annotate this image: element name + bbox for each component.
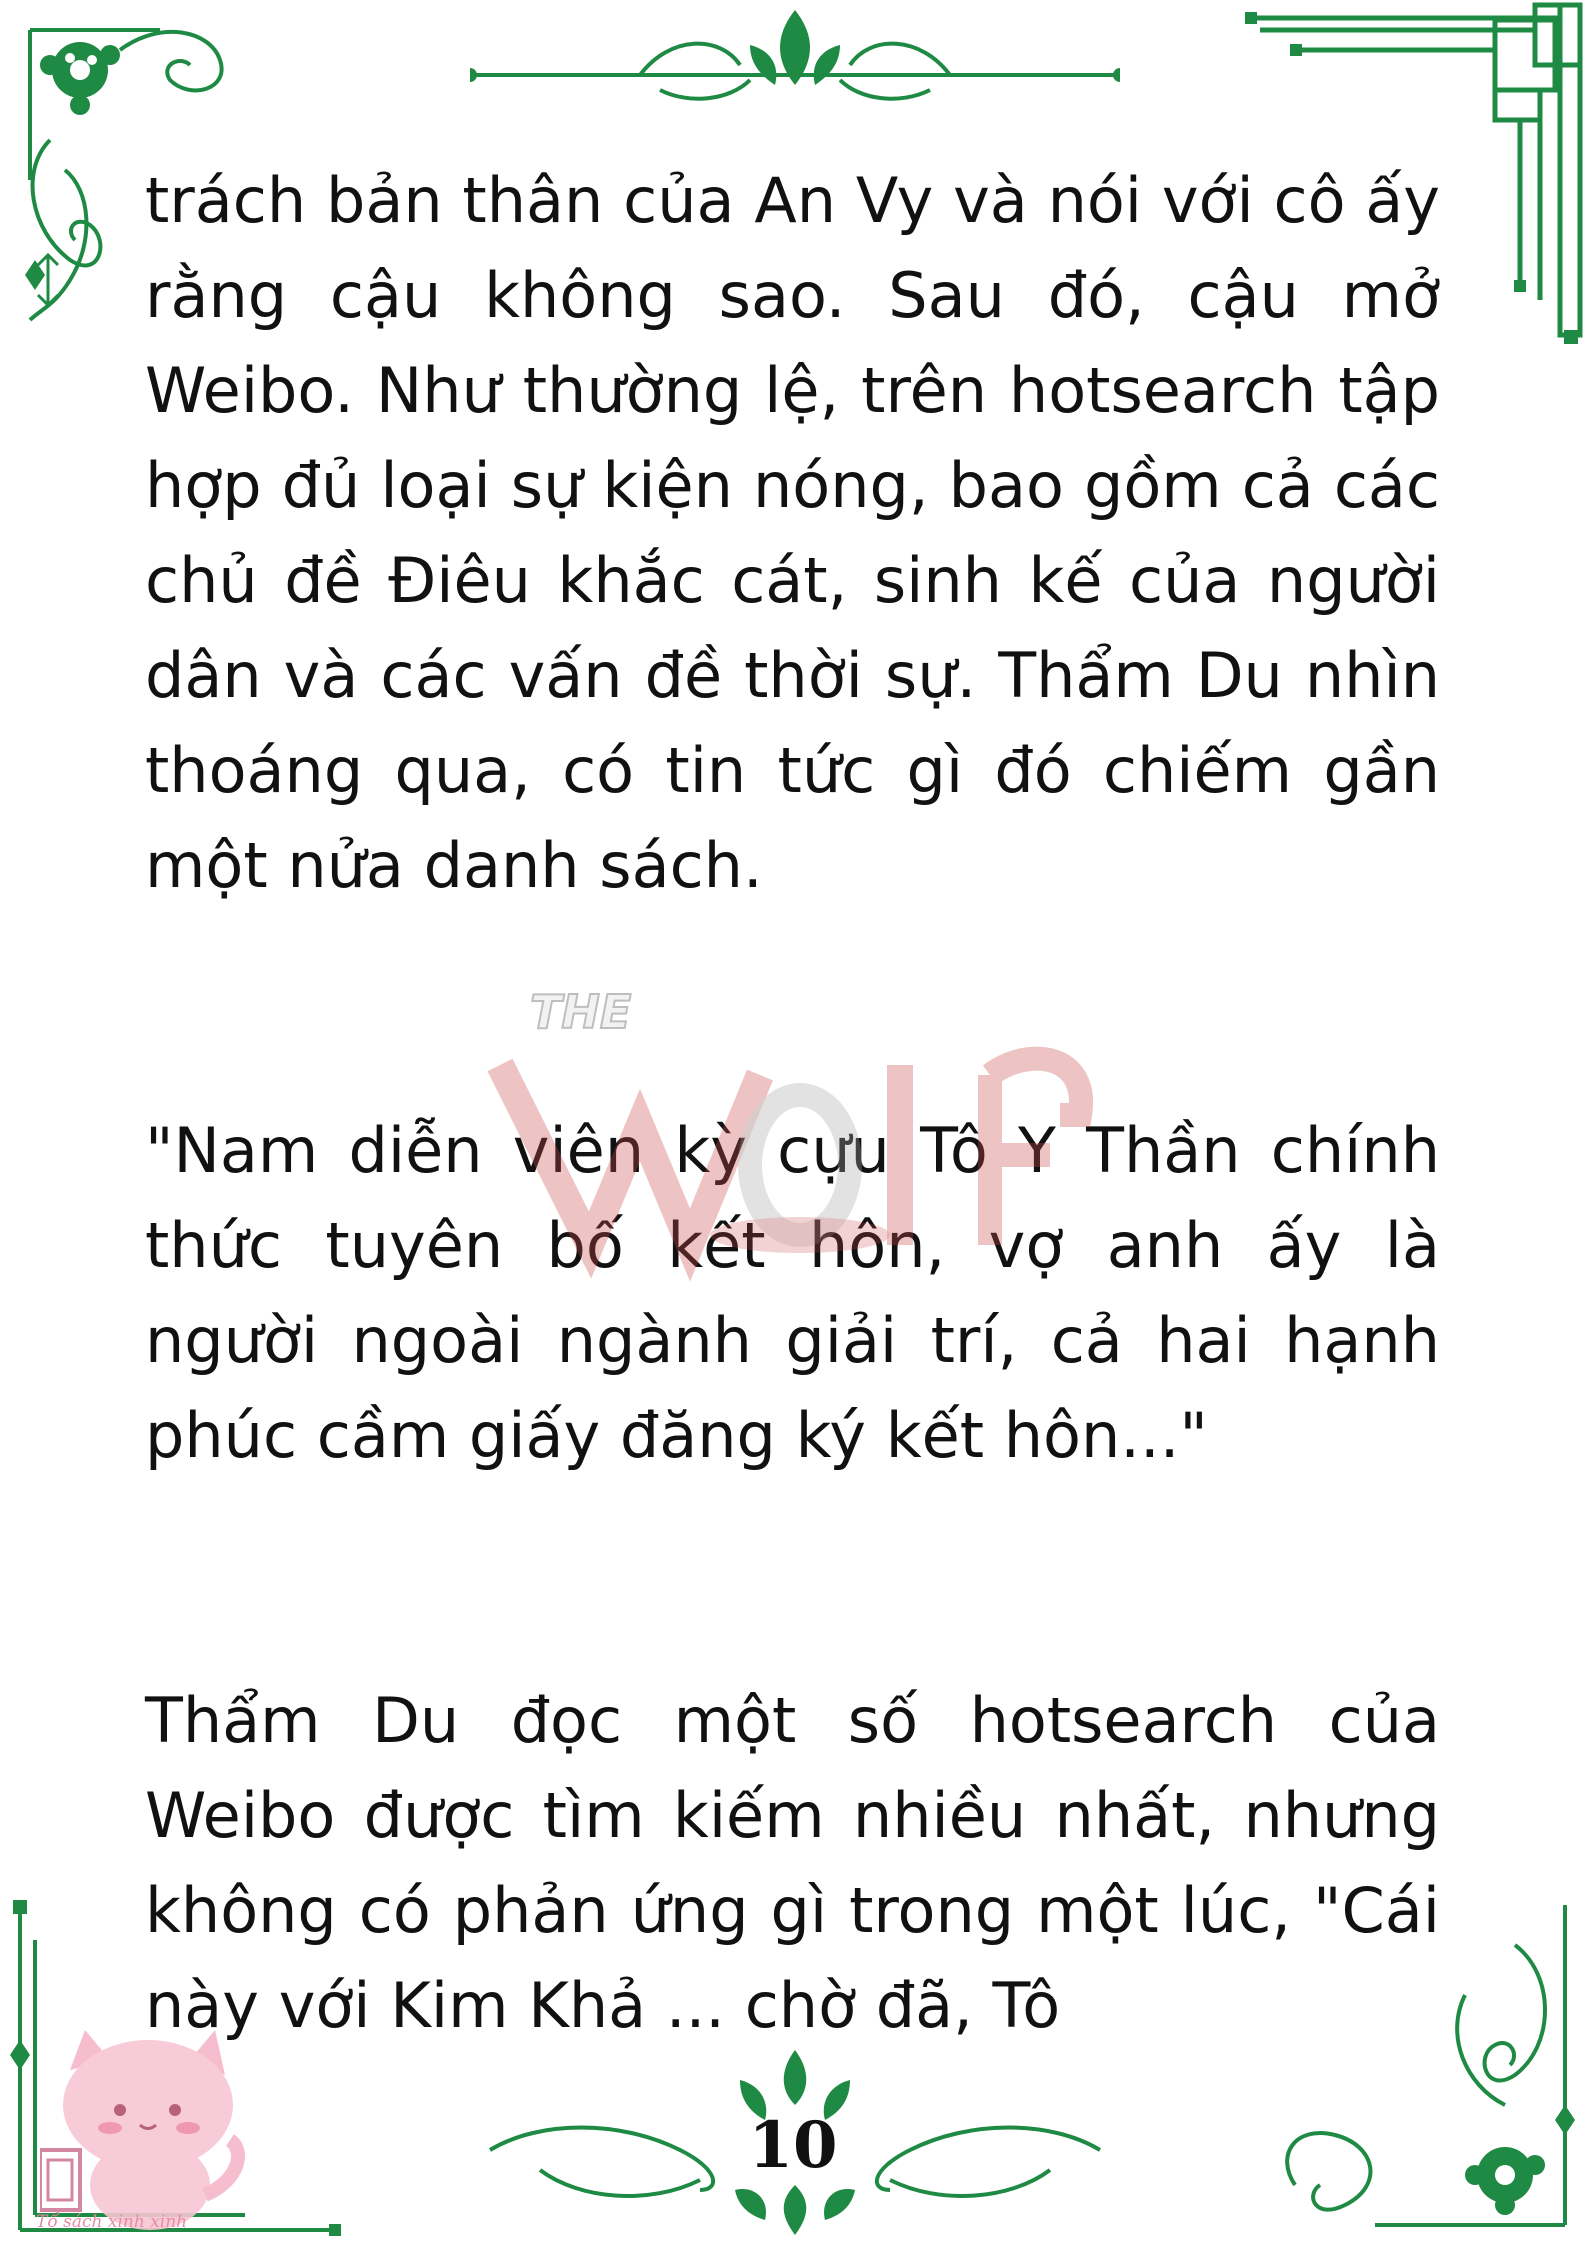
left-arrow-ornament — [28, 250, 68, 310]
top-center-ornament — [470, 5, 1120, 115]
the-wolf-watermark-logo — [470, 985, 1130, 1285]
paragraph-3: Thẩm Du đọc một số hotsearch của Weibo được tìm kiếm nhiều nhất, nhưng không có phản ứng gì trong một lúc, "Cái này với Kim Khả ... chờ đã, Tô — [145, 1684, 1440, 2042]
logo-caption: Tổ sách xinh xinh — [36, 2212, 188, 2232]
page-number: 10 — [748, 2108, 838, 2183]
bottom-right-floral-ornament — [1235, 1885, 1585, 2245]
pink-cat-logo — [40, 2010, 250, 2235]
paragraph-2: "Nam diễn viên kỳ cựu Tô Y Thần chính thức tuyên bố kết hôn, vợ anh ấy là người ngoài ngành giải trí, cả hai hạnh phúc cầm giấy đăng ký kết hôn..." — [145, 1114, 1440, 1472]
paragraph-1: trách bản thân của An Vy và nói với cô ấy rằng cậu không sao. Sau đó, cậu mở Weibo. Như thường lệ, trên hotsearch tập hợp đủ loại sự kiện nóng, bao gồm cả các chủ đề Điêu khắc cát, sinh kế của người dân và các vấn đề thời sự. Thẩm Du nhìn thoáng qua, có tin tức gì đó chiếm gần một nửa danh sách. — [145, 164, 1440, 902]
watermark-the-label: THE — [530, 985, 632, 1039]
